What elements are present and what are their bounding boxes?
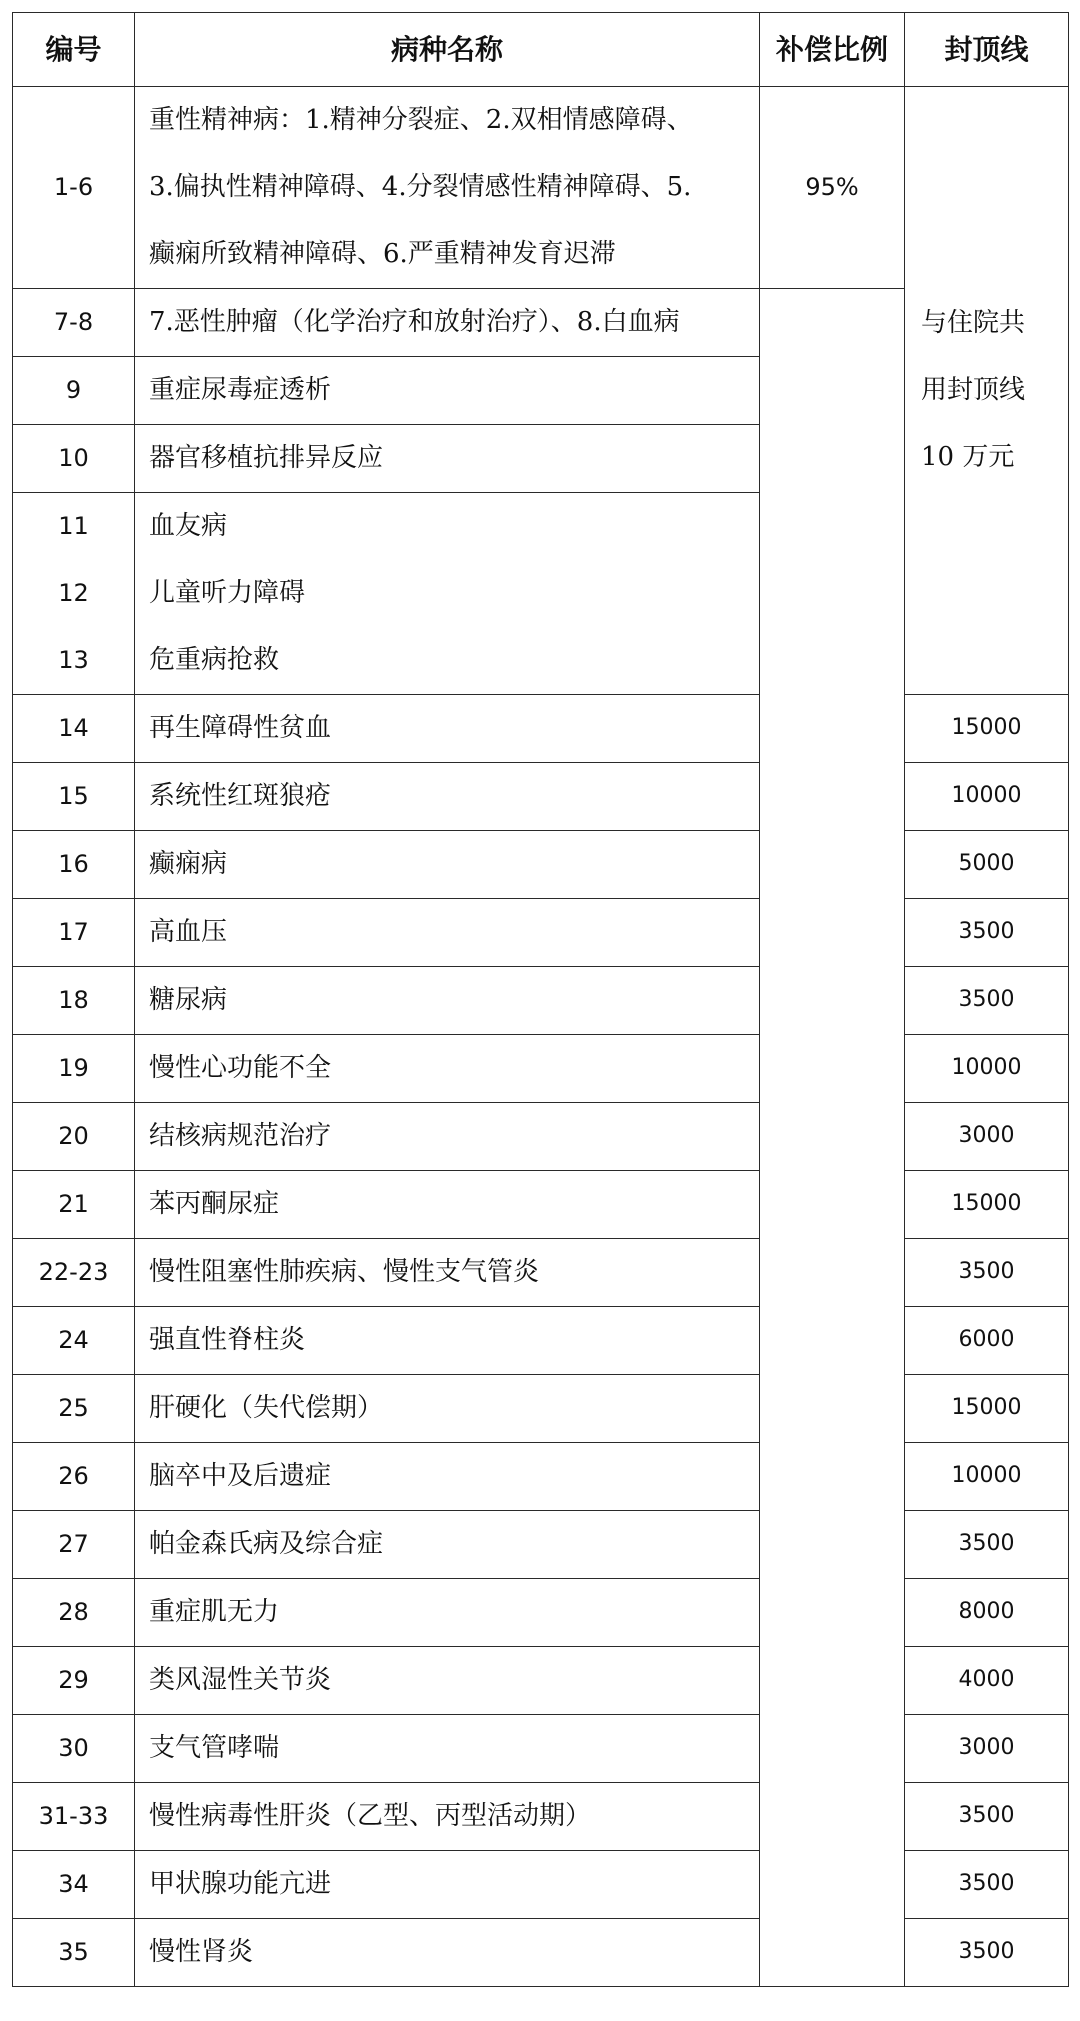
row-number: 17 <box>13 899 135 967</box>
row-number: 34 <box>13 1851 135 1919</box>
table-row <box>13 1783 1069 1851</box>
row-disease-name: 危重病抢救 <box>135 627 760 695</box>
row-disease-name: 慢性病毒性肝炎（乙型、丙型活动期） <box>135 1783 760 1851</box>
header-number: 编号 <box>13 13 135 87</box>
table-row <box>13 87 1069 289</box>
row-number: 26 <box>13 1443 135 1511</box>
row-cap: 15000 <box>905 1171 1069 1239</box>
table-row <box>13 1171 1069 1239</box>
row-disease-name: 苯丙酮尿症 <box>135 1171 760 1239</box>
row-number: 14 <box>13 695 135 763</box>
header-disease-name: 病种名称 <box>135 13 760 87</box>
row-cap: 3500 <box>905 1851 1069 1919</box>
row-disease-name: 癫痫病 <box>135 831 760 899</box>
name-line: 重性精神病：1.精神分裂症、2.双相情感障碍、 <box>149 105 693 135</box>
row-disease-name: 器官移植抗排异反应 <box>135 425 760 493</box>
shared-cap-line: 用封顶线 <box>921 375 1026 405</box>
table-row <box>13 1239 1069 1307</box>
row-disease-name: 慢性阻塞性肺疾病、慢性支气管炎 <box>135 1239 760 1307</box>
row-disease-name: 糖尿病 <box>135 967 760 1035</box>
table-row <box>13 1375 1069 1443</box>
row-cap: 10000 <box>905 1443 1069 1511</box>
table-row <box>13 831 1069 899</box>
row-disease-name: 系统性红斑狼疮 <box>135 763 760 831</box>
name-line: 3.偏执性精神障碍、4.分裂情感性精神障碍、5. <box>149 172 692 202</box>
row-number: 7-8 <box>13 289 135 357</box>
row-cap: 5000 <box>905 831 1069 899</box>
row-number: 19 <box>13 1035 135 1103</box>
row-disease-name: 慢性肾炎 <box>135 1919 760 1987</box>
header-cap: 封顶线 <box>905 13 1069 87</box>
table-row <box>13 1579 1069 1647</box>
row-cap: 8000 <box>905 1579 1069 1647</box>
table-container <box>12 12 1069 1987</box>
row-cap: 3500 <box>905 1783 1069 1851</box>
row-number: 1-6 <box>13 87 135 289</box>
row-number: 24 <box>13 1307 135 1375</box>
row-disease-name: 重症尿毒症透析 <box>135 357 760 425</box>
row-disease-name: 帕金森氏病及综合症 <box>135 1511 760 1579</box>
row-number: 18 <box>13 967 135 1035</box>
ratio-empty-cell <box>760 289 905 1987</box>
table-row <box>13 1103 1069 1171</box>
row-disease-name: 支气管哮喘 <box>135 1715 760 1783</box>
row-cap: 6000 <box>905 1307 1069 1375</box>
row-cap: 3500 <box>905 1919 1069 1987</box>
row-disease-name: 高血压 <box>135 899 760 967</box>
row-number: 12 <box>13 560 135 627</box>
row-disease-name: 再生障碍性贫血 <box>135 695 760 763</box>
row-disease-name: 重症肌无力 <box>135 1579 760 1647</box>
table-row <box>13 1035 1069 1103</box>
row-number: 15 <box>13 763 135 831</box>
row-number: 31-33 <box>13 1783 135 1851</box>
row-number: 35 <box>13 1919 135 1987</box>
table-row <box>13 1307 1069 1375</box>
row-cap: 10000 <box>905 763 1069 831</box>
table-row <box>13 1851 1069 1919</box>
table-row <box>13 899 1069 967</box>
shared-cap-line: 与住院共 <box>921 308 1026 338</box>
row-number: 16 <box>13 831 135 899</box>
row-number: 9 <box>13 357 135 425</box>
disease-compensation-table <box>12 12 1069 1987</box>
row-number: 28 <box>13 1579 135 1647</box>
row-disease-name: 类风湿性关节炎 <box>135 1647 760 1715</box>
row-ratio: 95% <box>760 87 905 289</box>
shared-cap-cell <box>905 87 1069 695</box>
row-cap: 4000 <box>905 1647 1069 1715</box>
row-cap: 10000 <box>905 1035 1069 1103</box>
table-row <box>13 1647 1069 1715</box>
header-ratio: 补偿比例 <box>760 13 905 87</box>
row-number: 30 <box>13 1715 135 1783</box>
row-disease-name: 7.恶性肿瘤（化学治疗和放射治疗）、8.白血病 <box>135 289 760 357</box>
row-disease-name: 脑卒中及后遗症 <box>135 1443 760 1511</box>
name-line: 癫痫所致精神障碍、6.严重精神发育迟滞 <box>149 239 616 269</box>
row-disease-name: 强直性脊柱炎 <box>135 1307 760 1375</box>
row-number: 22-23 <box>13 1239 135 1307</box>
row-cap: 3500 <box>905 1511 1069 1579</box>
row-cap: 3000 <box>905 1715 1069 1783</box>
row-disease-name: 结核病规范治疗 <box>135 1103 760 1171</box>
row-cap: 3500 <box>905 967 1069 1035</box>
table-row <box>13 1715 1069 1783</box>
row-disease-name: 血友病 <box>135 493 760 561</box>
row-number: 13 <box>13 627 135 695</box>
row-number: 20 <box>13 1103 135 1171</box>
row-disease-name <box>135 87 760 289</box>
row-number: 27 <box>13 1511 135 1579</box>
row-cap: 3500 <box>905 1239 1069 1307</box>
table-row <box>13 1511 1069 1579</box>
header-row <box>13 13 1069 87</box>
table-row <box>13 1919 1069 1987</box>
table-row <box>13 763 1069 831</box>
row-cap: 15000 <box>905 1375 1069 1443</box>
row-disease-name: 甲状腺功能亢进 <box>135 1851 760 1919</box>
row-number: 29 <box>13 1647 135 1715</box>
table-row <box>13 695 1069 763</box>
row-number: 25 <box>13 1375 135 1443</box>
row-number: 21 <box>13 1171 135 1239</box>
row-disease-name: 慢性心功能不全 <box>135 1035 760 1103</box>
row-disease-name: 肝硬化（失代偿期） <box>135 1375 760 1443</box>
row-number: 10 <box>13 425 135 493</box>
table-row <box>13 1443 1069 1511</box>
row-cap: 3500 <box>905 899 1069 967</box>
row-disease-name: 儿童听力障碍 <box>135 560 760 627</box>
table-row <box>13 967 1069 1035</box>
row-cap: 3000 <box>905 1103 1069 1171</box>
row-cap: 15000 <box>905 695 1069 763</box>
row-number: 11 <box>13 493 135 561</box>
shared-cap-line: 10 万元 <box>921 442 1015 472</box>
